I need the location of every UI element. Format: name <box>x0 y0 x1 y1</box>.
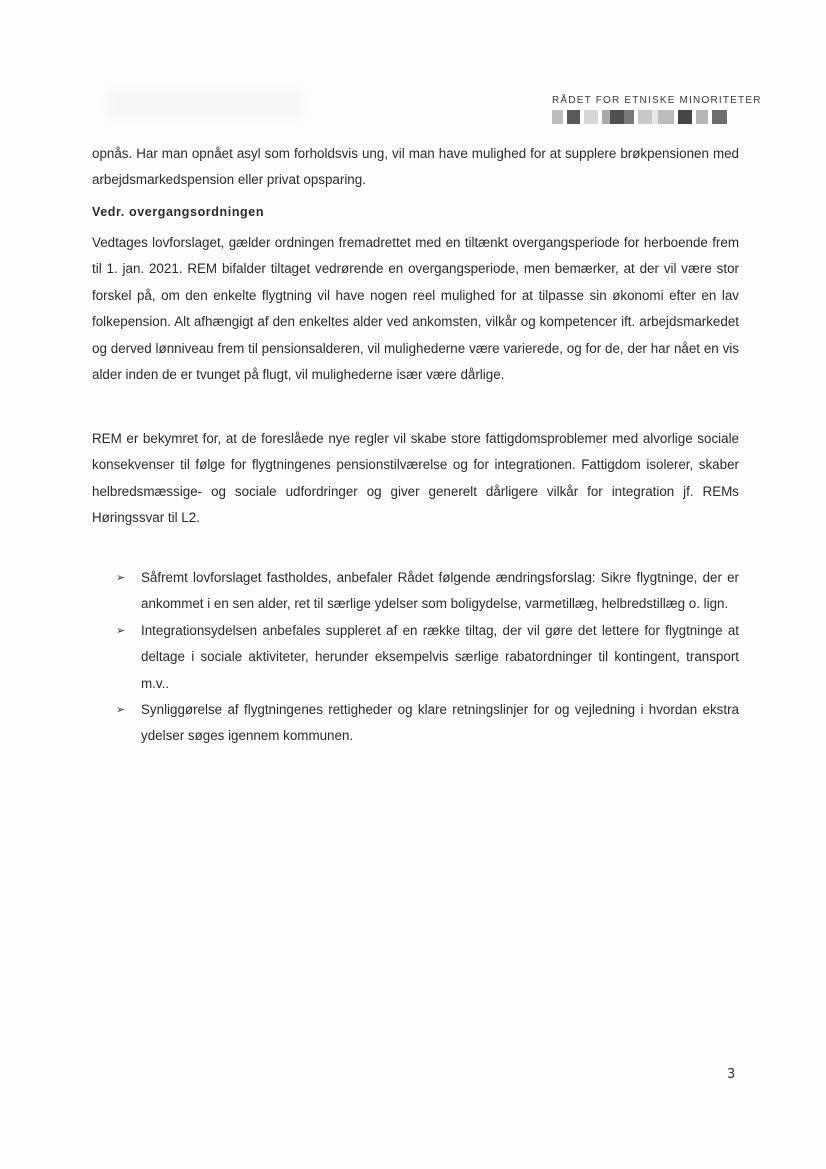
arrow-bullet-icon: ➢ <box>116 624 126 637</box>
list-item-text: Integrationsydelsen anbefales suppleret af en række tiltag, der vil gøre det lettere for flygtninge at deltage i sociale aktiviteter, herunder eksempelvis særlige rabatordninger til kontingent, transport m.v.. <box>141 622 739 691</box>
list-item-text: Såfremt lovforslaget fastholdes, anbefaler Rådet følgende ændringsforslag: Sikre flygtninge, der er ankommet i en sen alder, ret til særlige ydelser som boligydelse, varmetillæg, helbredstillæg o. lign. <box>141 570 739 612</box>
logo-text: RÅDET FOR ETNISKE MINORITETER <box>552 95 762 106</box>
arrow-bullet-icon: ➢ <box>116 704 126 717</box>
paragraph-continuation: opnås. Har man opnået asyl som forholdsvis ung, vil man have mulighed for at supplere brøkpensionen med arbejdsmarkedspension eller privat opsparing. <box>92 146 739 188</box>
scan-artifact <box>105 86 305 122</box>
section-heading: Vedr. overgangsordningen <box>92 205 265 219</box>
list-item <box>116 618 739 697</box>
organization-logo <box>552 95 762 124</box>
list-item <box>116 697 739 750</box>
recommendation-list <box>116 565 739 750</box>
paragraph-transition: Vedtages lovforslaget, gælder ordningen fremadrettet med en tiltænkt overgangsperiode for herboende frem til 1. jan. 2021. REM bifalder tiltaget vedrørende en overgangsperiode, men bemærker, at der vil være stor forskel på, om den enkelte flygtning vil have nogen reel mulighed for at tilpasse sin økonomi efter en lav folkepension. Alt afhængigt af den enkeltes alder ved ankomsten, vilkår og kompetencer ift. arbejdsmarkedet og derved lønniveau frem til pensionsalderen, vil mulighederne være varierede, og for de, der har nået en vis alder inden de er tvunget på flugt, vil mulighederne især være dårlige. <box>92 235 739 383</box>
page-number: 3 <box>727 1067 736 1082</box>
list-item-text: Synliggørelse af flygtningenes rettigheder og klare retningslinjer for og vejledning i hvordan ekstra ydelser søges igennem kommunen. <box>141 702 739 744</box>
paragraph-concern: REM er bekymret for, at de foreslåede nye regler vil skabe store fattigdomsproblemer med alvorlige sociale konsekvenser til følge for flygtningenes pensionstilværelse og for integrationen. Fattigdom isolerer, skaber helbredsmæssige- og sociale udfordringer og giver generelt dårligere vilkår for integration jf. REMs Høringssvar til L2. <box>92 431 739 526</box>
arrow-bullet-icon: ➢ <box>116 572 126 584</box>
list-item <box>116 565 739 618</box>
logo-color-bar <box>552 110 735 124</box>
